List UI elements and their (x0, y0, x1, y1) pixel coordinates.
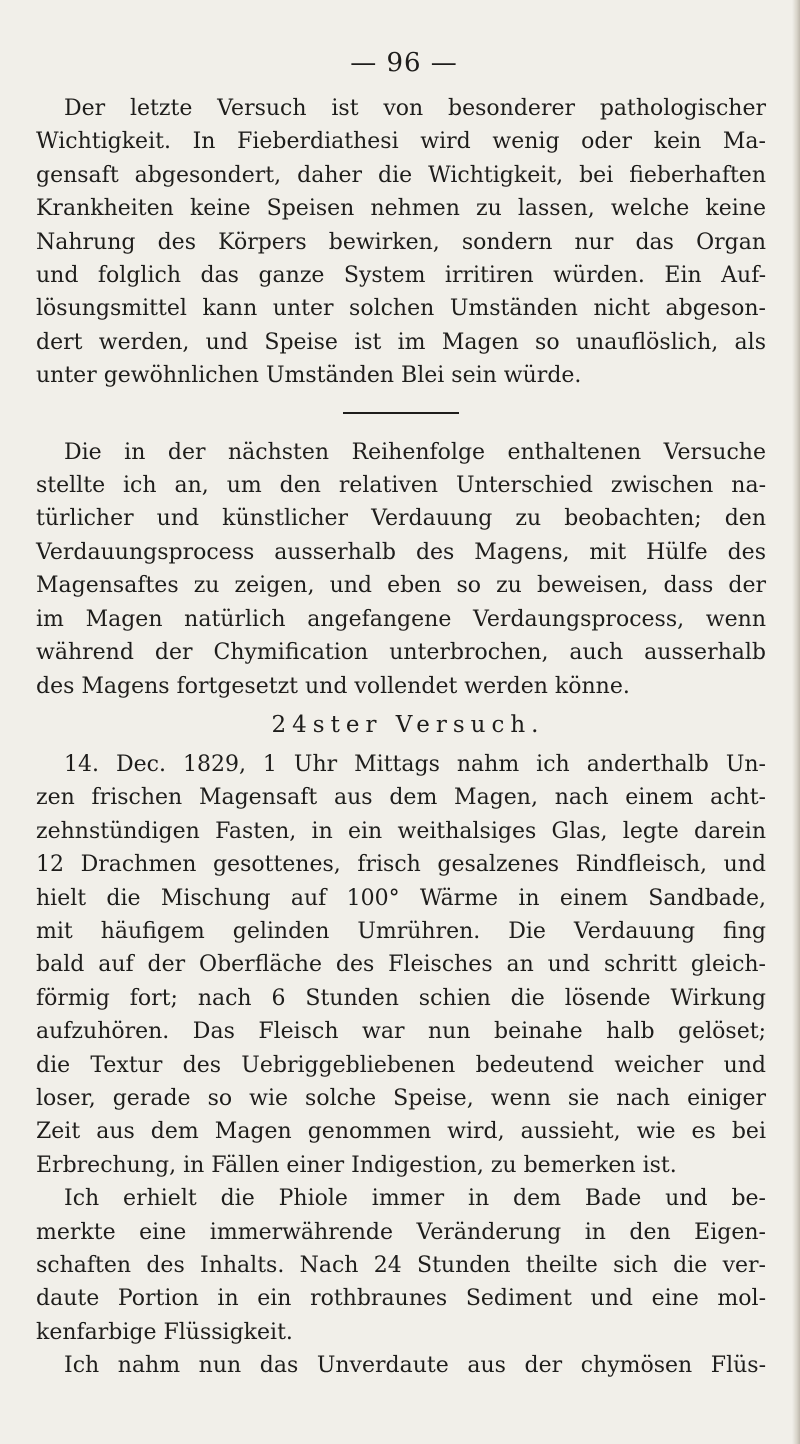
text-line: türlicher und künstlicher Verdauung zu beobachten; den (36, 506, 766, 532)
text-line: Magensaftes zu zeigen, und eben so zu beweisen, dass der (36, 573, 766, 599)
text-line: Der letzte Versuch ist von besonderer pathologischer (64, 96, 766, 121)
text-line: Wichtigkeit. In Fieberdiathesi wird wenig oder kein Ma- (36, 129, 766, 155)
text-line: Ich nahm nun das Unverdaute aus der chymösen Flüs- (64, 1353, 766, 1379)
text-line: stellte ich an, um den relativen Unterschied zwischen na- (36, 473, 766, 499)
paragraph-1 (36, 92, 766, 393)
text-line: Die in der nächsten Reihenfolge enthaltenen Versuche (64, 439, 766, 465)
text-line: lösungsmittel kann unter solchen Umständen nicht abgeson- (36, 296, 766, 322)
text-line: des Magens fortgesetzt und vollendet werden könne. (36, 673, 630, 699)
text-line: aufzuhören. Das Fleisch war nun beinahe halb gelöset; (36, 1019, 766, 1045)
paragraph-5 (36, 1349, 766, 1382)
text-line: gensaft abgesondert, daher die Wichtigkeit, bei fieberhaften (36, 162, 766, 188)
text-line: förmig fort; nach 6 Stunden schien die lösende Wirkung (36, 985, 766, 1011)
text-line: Verdauungsprocess ausserhalb des Magens, mit Hülfe des (36, 539, 766, 565)
text-line: kenfarbige Flüssigkeit. (36, 1319, 293, 1345)
text-line: 14. Dec. 1829, 1 Uhr Mittags nahm ich anderthalb Un- (64, 751, 766, 777)
text-line: mit häufigem gelinden Umrühren. Die Verdauung fing (36, 918, 766, 944)
text-line: die Textur des Uebriggebliebenen bedeutend weicher und (36, 1052, 766, 1078)
page-edge-shadow (792, 0, 800, 1444)
paragraph-3 (36, 748, 766, 1182)
text-line: Ich erhielt die Phiole immer in dem Bade und be- (64, 1186, 766, 1212)
section-divider (343, 412, 459, 414)
book-page (36, 48, 766, 1438)
text-line: zen frischen Magensaft aus dem Magen, nach einem acht- (36, 785, 766, 811)
text-line: daute Portion in ein rothbraunes Sediment und eine mol- (36, 1286, 766, 1312)
text-line: Nahrung des Körpers bewirken, sondern nur das Organ (36, 229, 766, 255)
text-line: loser, gerade so wie solche Speise, wenn sie nach einiger (36, 1085, 766, 1111)
text-line: bald auf der Oberfläche des Fleisches an und schritt gleich- (36, 952, 766, 978)
text-line: während der Chymification unterbrochen, auch ausserhalb (36, 640, 766, 666)
paragraph-4 (36, 1182, 766, 1349)
text-line: merkte eine immerwährende Veränderung in den Eigen- (36, 1219, 766, 1245)
text-line: Zeit aus dem Magen genommen wird, aussieht, wie es bei (36, 1119, 766, 1145)
text-line: dert werden, und Speise ist im Magen so unauflöslich, als (36, 329, 766, 355)
text-line: schaften des Inhalts. Nach 24 Stunden theilte sich die ver- (36, 1253, 766, 1278)
text-line: im Magen natürlich angefangene Verdaungsprocess, wenn (36, 606, 766, 632)
section-heading: 24ster Versuch. (271, 711, 545, 738)
text-line: Krankheiten keine Speisen nehmen zu lassen, welche keine (36, 196, 766, 222)
text-line: hielt die Mischung auf 100° Wärme in einem Sandbade, (36, 885, 766, 911)
text-line: zehnstündigen Fasten, in ein weithalsiges Glas, legte darein (36, 818, 766, 844)
page-number: — 96 — (350, 48, 458, 78)
text-line: unter gewöhnlichen Umständen Blei sein würde. (36, 363, 582, 389)
paragraph-2 (36, 436, 766, 703)
text-line: Erbrechung, in Fällen einer Indigestion, zu bemerken ist. (36, 1152, 677, 1178)
text-line: und folglich das ganze System irritiren würden. Ein Auf- (36, 263, 766, 289)
text-line: 12 Drachmen gesottenes, frisch gesalzenes Rindfleisch, und (36, 852, 766, 878)
